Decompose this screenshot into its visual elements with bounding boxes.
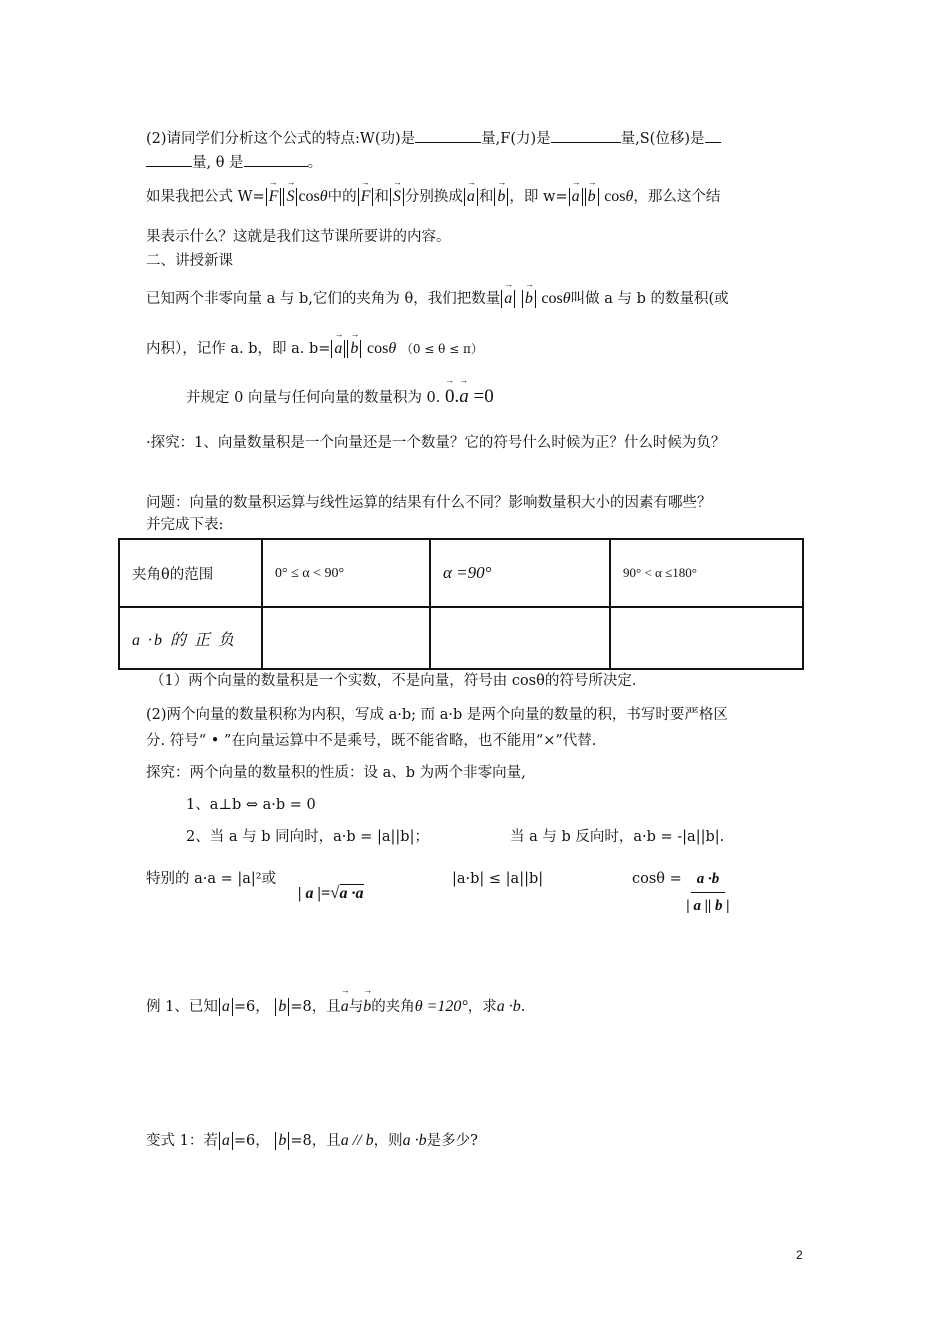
example-1: 例 1、已知 a =6， b =8，且→ a与→ b的夹角θ =120°，求a ·b. bbox=[146, 996, 525, 1018]
answer-blank bbox=[146, 152, 192, 167]
zero-vector-rule: 并规定 0 向量与任何向量的数量积为 0. → 0.→ a =0 bbox=[186, 386, 494, 409]
property-line: |a·b| ≤ |a||b| bbox=[452, 871, 544, 887]
answer-blank bbox=[415, 128, 481, 143]
property-line: 特别的 a·a = |a|²或 bbox=[146, 871, 277, 887]
answer-blank bbox=[244, 152, 308, 167]
table-cell: 夹角θ的范围 bbox=[119, 539, 262, 607]
property-line: 1、a⊥b ⇔ a·b = 0 bbox=[186, 797, 316, 813]
table-cell bbox=[262, 607, 430, 669]
property-line: 当 a 与 b 反向时，a·b = -|a||b|. bbox=[510, 829, 725, 845]
answer-blank bbox=[551, 128, 621, 143]
table-cell bbox=[610, 607, 803, 669]
section-heading: 二、讲授新课 bbox=[146, 253, 233, 269]
table-cell: α =90° bbox=[430, 539, 610, 607]
definition-line: 内积），记作 a. b，即 a. b=→ a→ b cosθ （0 ≤ θ ≤ π） bbox=[146, 338, 483, 360]
page-number: 2 bbox=[796, 1248, 803, 1262]
problem-question: 并完成下表: bbox=[146, 517, 224, 533]
problem-question: 问题：向量的数量积运算与线性运算的结果有什么不同？影响数量积大小的因素有哪些？ bbox=[146, 495, 712, 511]
text-line: 果表示什么？这就是我们这节课所要讲的内容。 bbox=[146, 229, 451, 245]
definition-line: 已知两个非零向量 a 与 b,它们的夹角为 θ，我们把数量→ a → b cosθ叫做 a 与 b 的数量积(或 bbox=[146, 288, 729, 310]
variation-1: 变式 1：若 a =6， b =8，且a // b，则a ·b是多少? bbox=[146, 1132, 478, 1149]
table-cell bbox=[430, 607, 610, 669]
norm-formula: | a |=√a ·a bbox=[298, 883, 364, 902]
table-cell: 90° < α ≤180° bbox=[610, 539, 803, 607]
note-line: 分. 符号“ • ”在向量运算中不是乘号，既不能省略，也不能用“×”代替. bbox=[146, 733, 597, 749]
explore-line: 探究：两个向量的数量积的性质：设 a、b 为两个非零向量, bbox=[146, 765, 526, 781]
cosine-formula: cosθ = $\frac{a \cdot b}{| a || b |}$ bbox=[632, 868, 730, 917]
formula-line: 如果我把公式 W=→ F→ S cosθ中的→ F 和→ S 分别换成→ a 和→ b ，即 w=→ a→ b cosθ，那么这个结 bbox=[146, 186, 720, 208]
text-line: (2)请同学们分析这个公式的特点:W(功)是 量,F(力)是 量,S(位移)是 bbox=[146, 128, 721, 150]
explore-question: ·探究：1、向量数量积是一个向量还是一个数量？它的符号什么时候为正？什么时候为负？ bbox=[146, 435, 726, 451]
text-line: 量, θ 是 。 bbox=[146, 152, 322, 174]
property-line: 2、当 a 与 b 同向时，a·b = |a||b|； bbox=[186, 829, 429, 845]
note-line: （1）两个向量的数量积是一个实数，不是向量，符号由 cosθ的符号所决定. bbox=[150, 673, 637, 689]
table-cell: 0° ≤ α < 90° bbox=[262, 539, 430, 607]
answer-blank bbox=[705, 128, 721, 143]
table-cell: a ·b 的 正 负 bbox=[119, 607, 262, 669]
sign-table bbox=[118, 538, 804, 670]
note-line: (2)两个向量的数量积称为内积，写成 a·b; 而 a·b 是两个向量的数量的积，书写时要严格区 bbox=[146, 707, 728, 723]
